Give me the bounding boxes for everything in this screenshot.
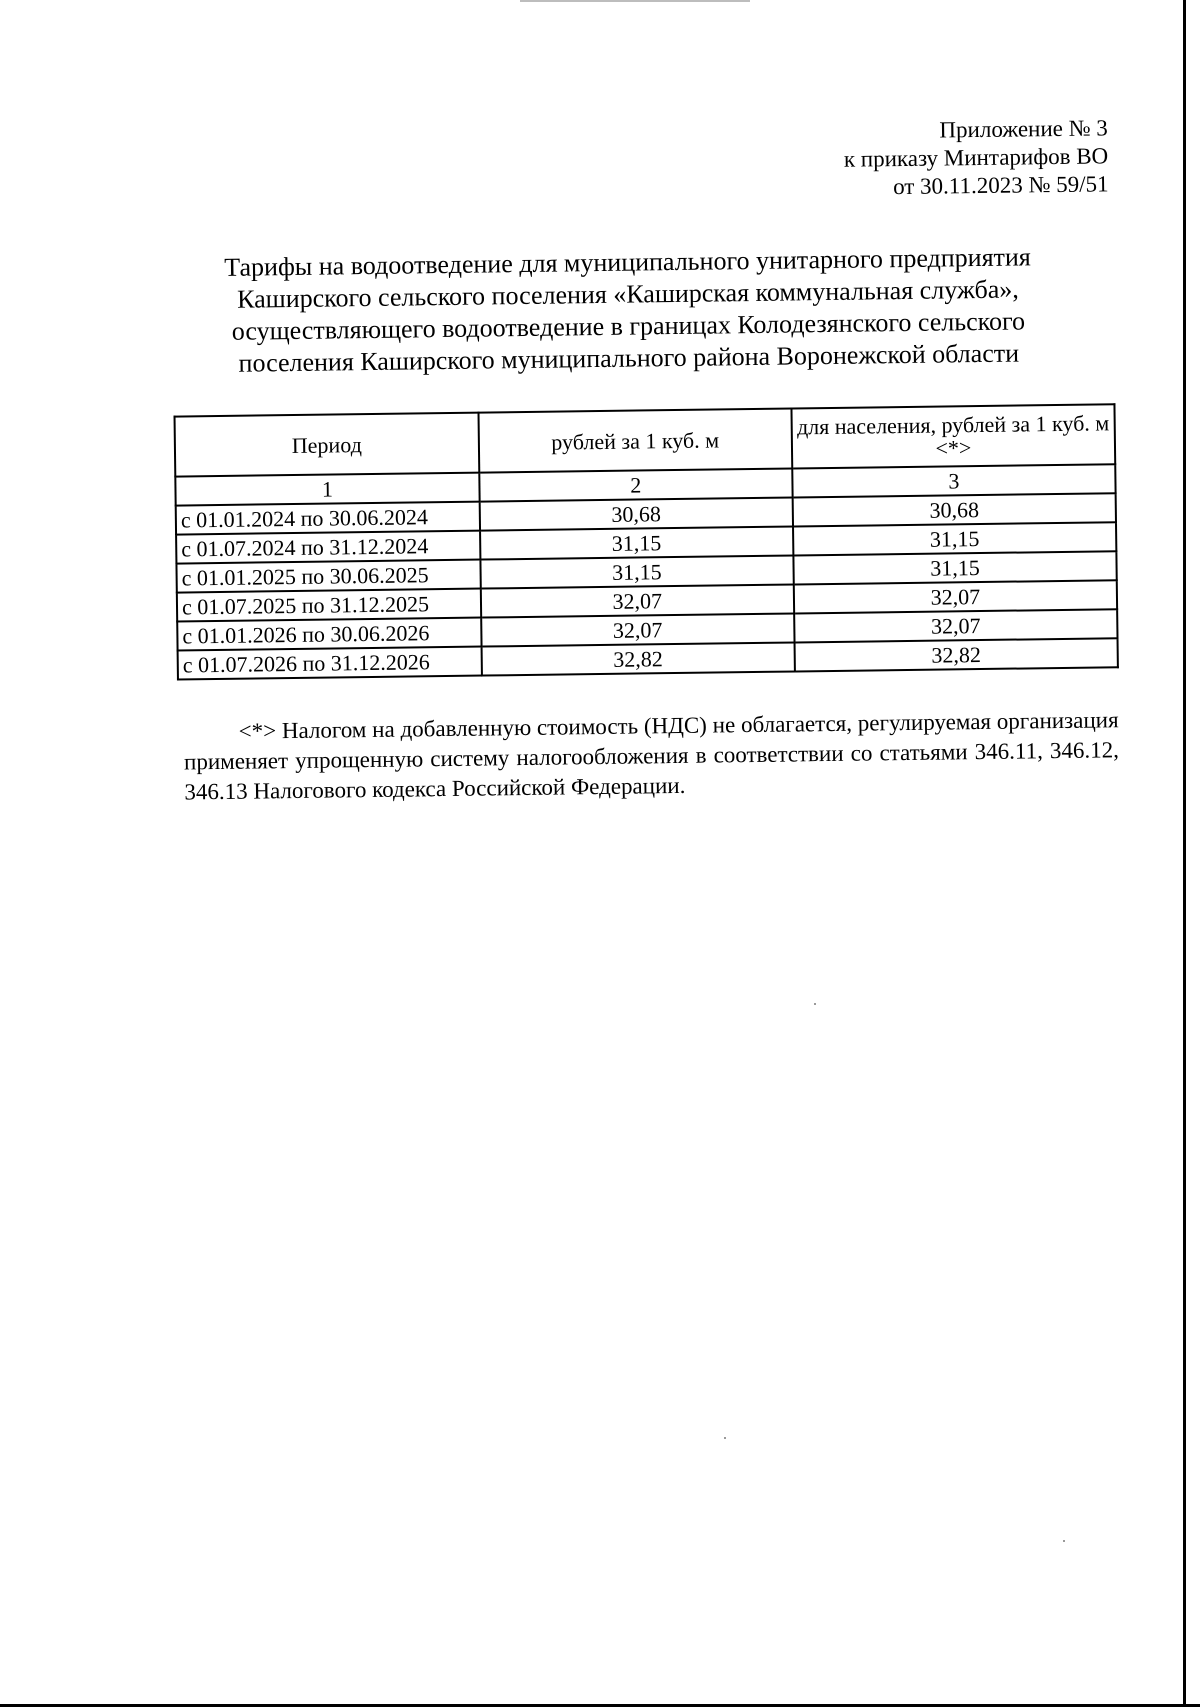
appendix-number: Приложение № 3 [939, 115, 1108, 143]
price-cell: 32,82 [481, 642, 794, 675]
period-cell: с 01.01.2026 по 30.06.2026 [177, 618, 481, 651]
period-cell: с 01.01.2024 по 30.06.2024 [176, 502, 480, 535]
population-price-cell: 31,15 [793, 522, 1117, 555]
column-number: 1 [175, 473, 479, 506]
period-cell: с 01.07.2026 по 31.12.2026 [178, 647, 482, 680]
tariff-table [174, 403, 1119, 680]
appendix-order: к приказу Минтарифов ВО [843, 143, 1109, 172]
document-title [157, 240, 1099, 380]
footnote-text: <*> Налогом на добавленную стоимость (НДС) не облагается, регулируемая организация применяет упрощенную систему налогообложения в соответствии со статьями 346.11, 346.12, 346.13 Налогового кодекса Российской Федерации. [183, 707, 1120, 805]
scan-border-right [1183, 0, 1186, 1707]
header-period: Период [175, 413, 480, 477]
appendix-reference [696, 114, 1109, 203]
title-line: Тарифы на водоотведение для муниципального унитарного предприятия [224, 242, 1031, 282]
price-cell: 31,15 [480, 555, 793, 588]
price-cell: 31,15 [480, 526, 793, 559]
scan-artifact-top [520, 0, 750, 2]
population-price-cell: 30,68 [792, 493, 1116, 526]
price-cell: 30,68 [479, 497, 792, 530]
population-price-cell: 32,07 [794, 580, 1118, 613]
column-number: 3 [792, 464, 1116, 497]
header-price: рублей за 1 куб. м [478, 408, 792, 472]
column-number: 2 [479, 468, 792, 501]
period-cell: с 01.01.2025 по 30.06.2025 [176, 560, 480, 593]
price-cell: 32,07 [481, 584, 794, 617]
period-cell: с 01.07.2025 по 31.12.2025 [177, 589, 481, 622]
scan-speck [814, 1003, 816, 1005]
scan-speck [1063, 1540, 1065, 1542]
appendix-date: от 30.11.2023 № 59/51 [892, 171, 1109, 200]
period-cell: с 01.07.2024 по 31.12.2024 [176, 531, 480, 564]
title-line: поселения Каширского муниципального района Воронежской области [238, 338, 1020, 378]
title-line: Каширского сельского поселения «Каширская коммунальная служба», [236, 274, 1019, 314]
scan-speck [724, 1437, 726, 1439]
population-price-cell: 32,82 [794, 638, 1118, 671]
price-cell: 32,07 [481, 613, 794, 646]
population-price-cell: 31,15 [793, 551, 1117, 584]
header-population-price: для населения, рублей за 1 куб. м <*> [791, 404, 1115, 468]
footnote [183, 705, 1119, 807]
population-price-cell: 32,07 [794, 609, 1118, 642]
title-line: осуществляющего водоотведение в границах Колодезянского сельского [231, 306, 1026, 346]
